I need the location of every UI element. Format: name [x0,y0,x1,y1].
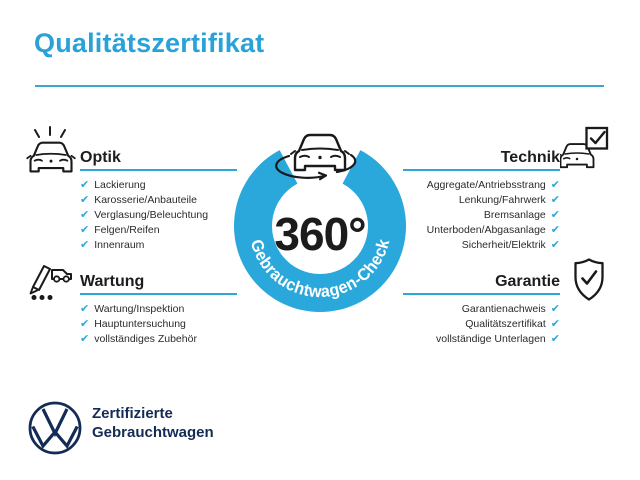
check-icon: ✔ [80,317,90,330]
check-icon: ✔ [550,208,560,221]
list-item [80,316,237,331]
check-icon: ✔ [80,332,90,345]
list-item [403,222,560,237]
shiny-car-icon [25,124,77,176]
section-technik-rule [403,169,560,171]
list-item-label: Innenraum [94,238,145,251]
list-item-label: Unterboden/Abgasanlage [426,223,546,236]
section-optik-title: Optik [80,149,121,166]
list-item-label: Karosserie/Anbauteile [94,193,197,206]
section-technik-title: Technik [500,149,560,166]
section-technik-list [403,177,560,252]
list-item-label: Bremsanlage [483,208,546,221]
title-divider [35,85,604,87]
list-item [403,331,560,346]
check-icon: ✔ [80,208,90,221]
list-item [403,316,560,331]
section-garantie-rule [403,293,560,295]
footer-brand-label [92,404,214,442]
check-icon: ✔ [550,178,560,191]
section-wartung-list [80,301,237,346]
list-item [403,207,560,222]
list-item [80,222,237,237]
section-garantie-list [403,301,560,346]
list-item-label: Wartung/Inspektion [94,302,185,315]
section-garantie [403,272,560,346]
check-icon: ✔ [80,302,90,315]
section-optik [80,148,237,252]
check-icon: ✔ [550,317,560,330]
vw-logo [26,399,84,457]
check-icon: ✔ [80,193,90,206]
section-wartung-rule [80,293,237,295]
check-icon: ✔ [550,193,560,206]
check-icon: ✔ [550,302,560,315]
shield-check-icon [567,256,611,306]
list-item [403,177,560,192]
section-optik-list [80,177,237,252]
service-checklist-icon [25,256,77,304]
check-icon: ✔ [80,223,90,236]
list-item-label: Sicherheit/Elektrik [461,238,546,251]
section-optik-rule [80,169,237,171]
section-garantie-title: Garantie [495,273,560,290]
section-wartung [80,272,237,346]
check-icon: ✔ [80,178,90,191]
footer-line1: Zertifizierte [92,405,173,422]
list-item-label: Hauptuntersuchung [94,317,186,330]
check-icon: ✔ [550,332,560,345]
check-icon: ✔ [550,238,560,251]
list-item [80,331,237,346]
list-item-label: Garantienachweis [461,302,546,315]
list-item-label: Felgen/Reifen [94,223,160,236]
section-technik [403,148,560,252]
list-item-label: Lackierung [94,178,146,191]
list-item-label: Verglasung/Beleuchtung [94,208,209,221]
list-item [403,192,560,207]
list-item [80,207,237,222]
check-icon: ✔ [80,238,90,251]
list-item [403,301,560,316]
list-item-label: Lenkung/Fahrwerk [458,193,546,206]
car-checkbox-icon [560,124,612,176]
list-item-label: Aggregate/Antriebsstrang [426,178,546,191]
360-degree-check-badge [225,110,415,350]
ring-label: Gebrauchtwagen-Check [246,236,394,302]
check-icon: ✔ [550,223,560,236]
list-item [80,192,237,207]
list-item-label: Qualitätszertifikat [465,317,546,330]
list-item [403,237,560,252]
list-item [80,301,237,316]
list-item-label: vollständiges Zubehör [94,332,197,345]
list-item [80,177,237,192]
badge-value: 360° [274,208,366,260]
list-item-label: vollständige Unterlagen [436,332,546,345]
page-title: Qualitätszertifikat [34,28,265,58]
footer-line2: Gebrauchtwagen [92,424,214,441]
section-wartung-title: Wartung [80,273,145,290]
list-item [80,237,237,252]
